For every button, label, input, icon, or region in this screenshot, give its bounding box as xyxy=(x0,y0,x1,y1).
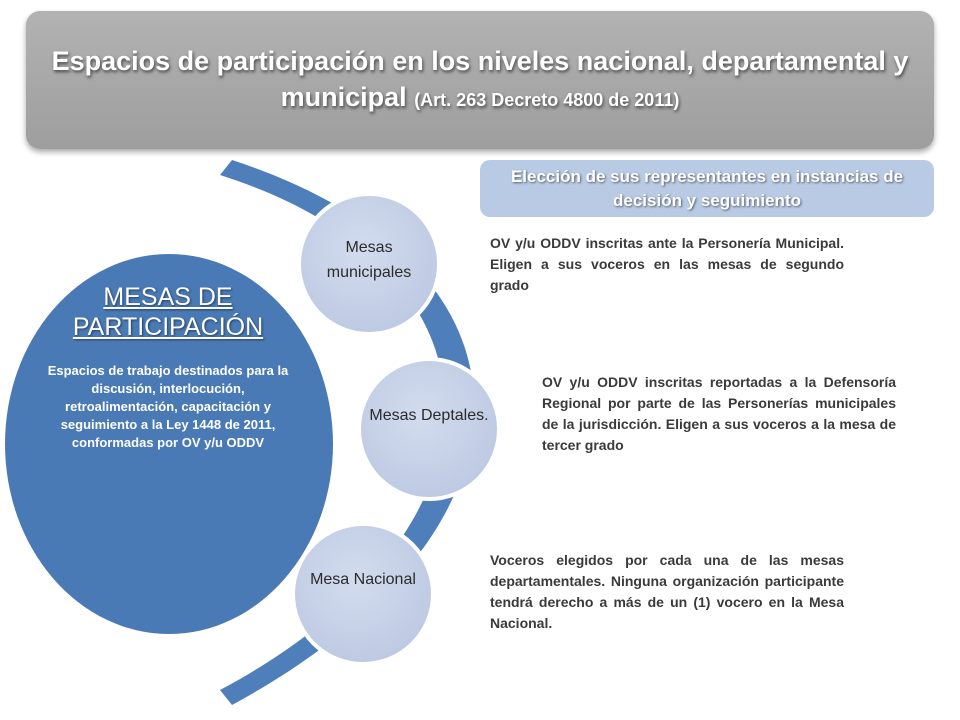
page-title-main: Espacios de participación en los niveles nacional, departamental y municipal xyxy=(51,45,909,112)
node-departmental-label: Mesas Deptales. xyxy=(369,407,489,424)
node-national xyxy=(293,524,433,664)
departmental-description: OV y/u ODDV inscritas reportadas a la Defensoría Regional por parte de las Personerías municipales de la jurisdicción. Eligen a sus voceros a la mesa de tercer grado xyxy=(542,374,896,453)
node-departmental xyxy=(359,359,499,499)
main-circle-description: Espacios de trabajo destinados para la discusión, interlocución, retroalimentación, capacitación y seguimiento a la Ley 1448 de 2011, conformadas por OV y/u ODDV xyxy=(47,363,289,450)
main-circle-title: MESAS DE PARTICIPACIÓN xyxy=(72,283,264,341)
main-circle-content xyxy=(30,282,306,452)
page-title-reference: (Art. 263 Decreto 4800 de 2011) xyxy=(414,89,680,110)
node-national-label: Mesa Nacional xyxy=(310,571,416,588)
representatives-banner-label: Elección de sus representantes en instancias de decisión y seguimiento xyxy=(510,166,904,210)
node-municipal-label: Mesas municipales xyxy=(326,239,412,281)
municipal-description: OV y/u ODDV inscritas ante la Personería Municipal. Eligen a sus voceros en las mesas de segundo grado xyxy=(490,235,844,293)
national-description: Voceros elegidos por cada una de las mesas departamentales. Ninguna organización participante tendrá derecho a más de un (1) vocero en la Mesa Nacional. xyxy=(490,552,844,631)
